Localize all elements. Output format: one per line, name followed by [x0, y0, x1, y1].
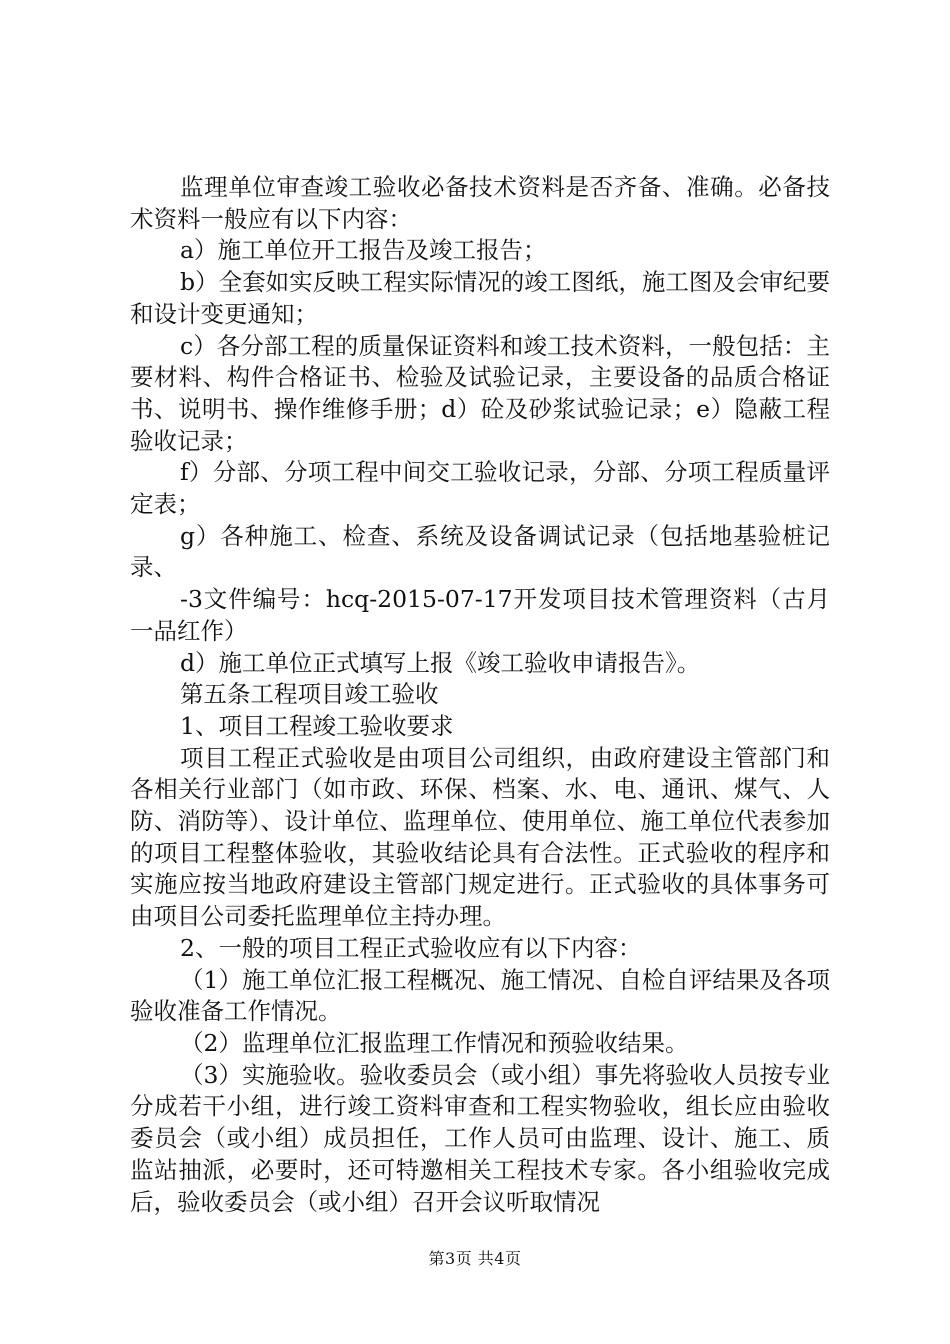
- paragraph-1: 监理单位审查竣工验收必备技术资料是否齐备、准确。必备技术资料一般应有以下内容：: [130, 173, 830, 233]
- subsection-heading-2: 2、一般的项目工程正式验收应有以下内容：: [180, 933, 642, 962]
- subsection-heading-1: 1、项目工程竣工验收要求: [180, 711, 454, 740]
- paragraph-3: b）全套如实反映工程实际情况的竣工图纸，施工图及会审纪要和设计变更通知；: [130, 268, 830, 328]
- paragraph-7: -3文件编号：hcq-2015-07-17开发项目技术管理资料（古月一品红作）: [130, 585, 830, 645]
- paragraph-5: f）分部、分项工程中间交工验收记录，分部、分项工程质量评定表；: [130, 458, 830, 519]
- section-heading: 第五条工程项目竣工验收: [180, 680, 439, 709]
- paragraph-14: （2）监理单位汇报监理工作情况和预验收结果。: [180, 1028, 689, 1057]
- paragraph-13: （1）施工单位汇报工程概况、施工情况、自检自评结果及各项验收准备工作情况。: [130, 965, 830, 1026]
- paragraph-6: g）各种施工、检查、系统及设备调试记录（包括地基验桩记录、: [130, 521, 830, 582]
- page-number-footer: 第3页 共4页: [428, 1249, 522, 1268]
- document-body: [130, 172, 830, 1218]
- paragraph-2: a）施工单位开工报告及竣工报告；: [180, 236, 547, 265]
- paragraph-11: 项目工程正式验收是由项目公司组织，由政府建设主管部门和各相关行业部门（如市政、环保、档案、水、电、通讯、煤气、人防、消防等）、设计单位、监理单位、使用单位、施工单位代表参加的项目工程整体验收，其验收结论具有合法性。正式验收的程序和实施应按当地政府建设主管部门规定进行。正式验收的具体事务可由项目公司委托监理单位主持办理。: [130, 743, 830, 931]
- paragraph-15: （3）实施验收。验收委员会（或小组）事先将验收人员按专业分成若干小组，进行竣工资料审查和工程实物验收，组长应由验收委员会（或小组）成员担任，工作人员可由监理、设计、施工、质监站抽派，必要时，还可特邀相关工程技术专家。各小组验收完成后，验收委员会（或小组）召开会议听取情况: [130, 1060, 830, 1216]
- paragraph-8: d）施工单位正式填写上报《竣工验收申请报告》。: [180, 648, 701, 677]
- paragraph-4: c）各分部工程的质量保证资料和竣工技术资料，一般包括：主要材料、构件合格证书、检验及试验记录，主要设备的品质合格证书、说明书、操作维修手册；d）砼及砂浆试验记录；e）隐蔽工程验收记录；: [130, 331, 830, 455]
